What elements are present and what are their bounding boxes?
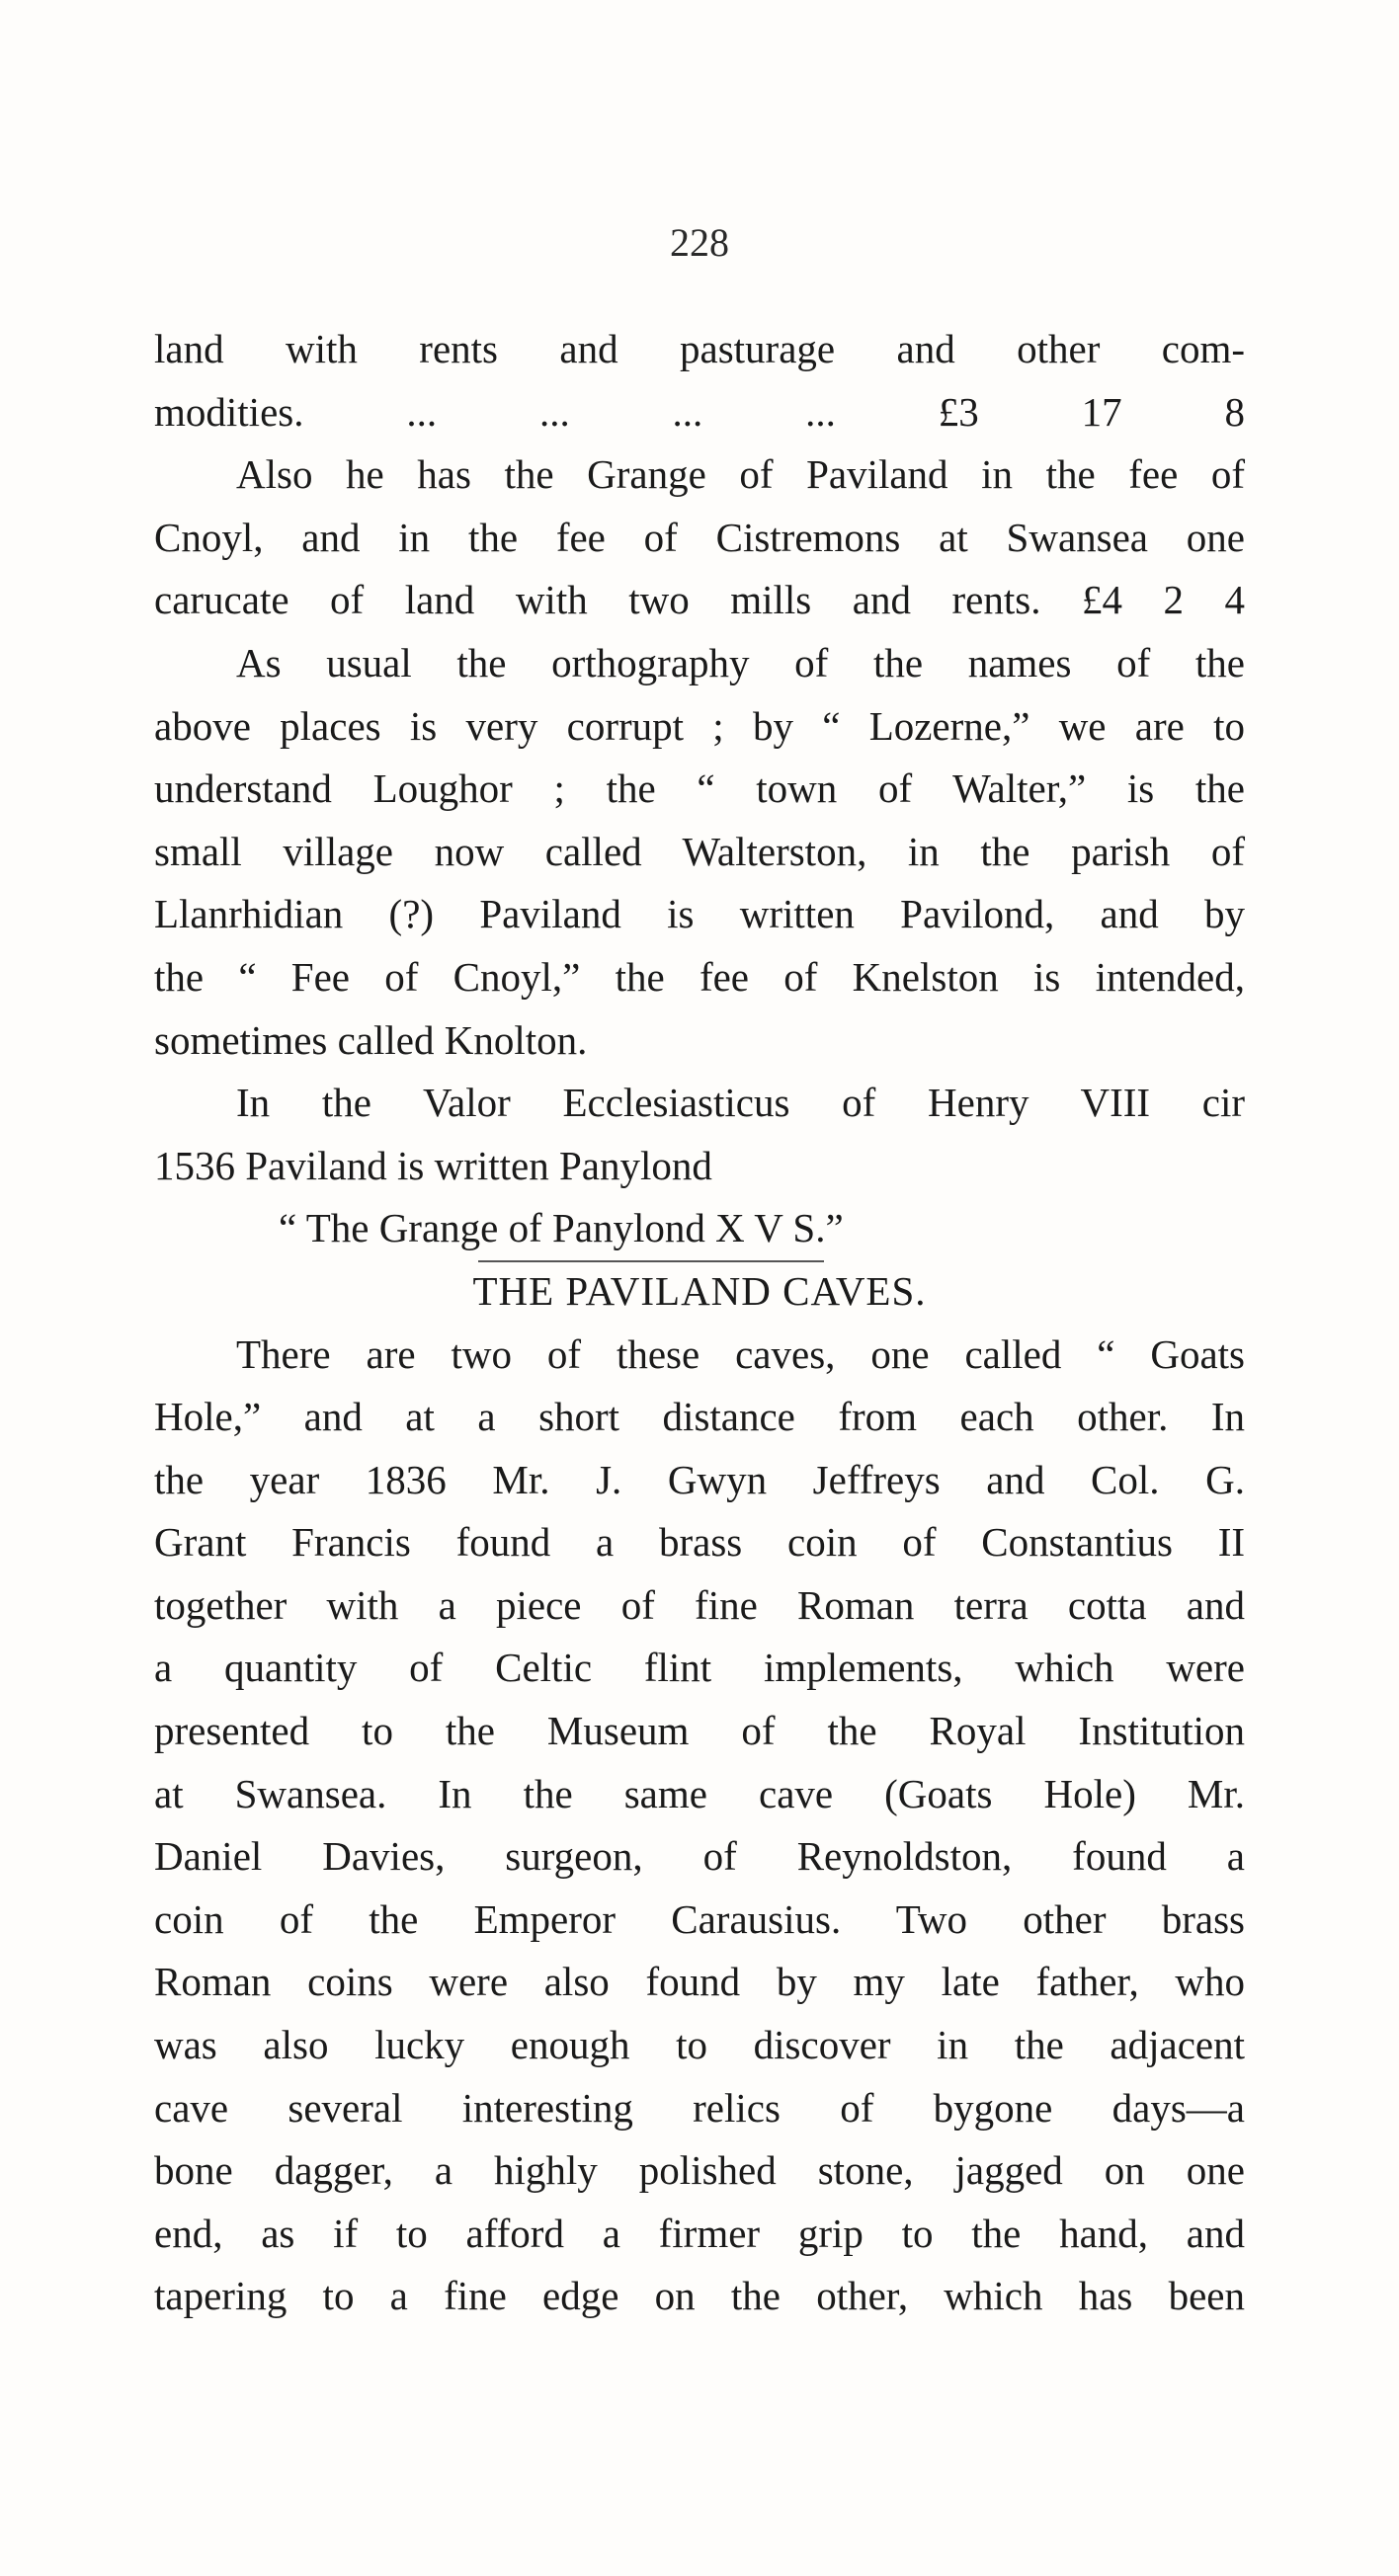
heading-overline <box>478 1260 824 1262</box>
text-line: 1536 Paviland is written Panylond <box>154 1142 712 1188</box>
text-line: cave several interesting relics of bygone days—a <box>154 2084 1245 2131</box>
text-line: sometimes called Knolton. <box>154 1016 588 1063</box>
quotation-line: “ The Grange of Panylond X V S.” <box>279 1205 844 1251</box>
text-line: small village now called Walterston, in the parish of <box>154 828 1245 874</box>
text-line: understand Loughor ; the “ town of Walter,” is the <box>154 765 1245 812</box>
text-line: Roman coins were also found by my late father, who <box>154 1959 1245 2005</box>
text-line: presented to the Museum of the Royal Institution <box>154 1708 1245 1754</box>
text-line: was also lucky enough to discover in the adjacent <box>154 2022 1245 2068</box>
text-line: the “ Fee of Cnoyl,” the fee of Knelston is intended, <box>154 953 1245 1000</box>
text-line: land with rents and pasturage and other com- <box>154 326 1245 371</box>
text-line: the year 1836 Mr. J. Gwyn Jeffreys and Col. G. <box>154 1456 1245 1502</box>
text-line: Hole,” and at a short distance from each other. In <box>154 1394 1245 1440</box>
text-line: Daniel Davies, surgeon, of Reynoldston, found a <box>154 1833 1245 1880</box>
text-line: coin of the Emperor Carausius. Two other brass <box>154 1895 1245 1942</box>
text-line: together with a piece of fine Roman terra cotta and <box>154 1581 1245 1628</box>
text-line: carucate of land with two mills and rents. £4 2 4 <box>154 577 1245 623</box>
text-line: above places is very corrupt ; by “ Lozerne,” we are to <box>154 702 1245 749</box>
text-line: modities. ... ... ... ... £3 17 8 <box>154 388 1245 435</box>
text-line: at Swansea. In the same cave (Goats Hole) Mr. <box>154 1770 1245 1816</box>
text-line: As usual the orthography of the names of the <box>236 639 1245 685</box>
text-line: Llanrhidian (?) Paviland is written Pavilond, and by <box>154 891 1245 937</box>
text-line: Cnoyl, and in the fee of Cistremons at Swansea one <box>154 514 1245 560</box>
text-line: a quantity of Celtic flint implements, which were <box>154 1645 1245 1691</box>
text-line: tapering to a fine edge on the other, which has been <box>154 2273 1245 2319</box>
text-line: In the Valor Ecclesiasticus of Henry VIII cir <box>236 1080 1245 1126</box>
text-line: end, as if to afford a firmer grip to the hand, and <box>154 2210 1245 2256</box>
text-line: bone dagger, a highly polished stone, jagged on one <box>154 2147 1245 2194</box>
text-line: There are two of these caves, one called “ Goats <box>236 1330 1245 1377</box>
text-line: Also he has the Grange of Paviland in the fee of <box>236 451 1245 498</box>
section-heading: THE PAVILAND CAVES. <box>472 1267 927 1314</box>
text-line: Grant Francis found a brass coin of Constantius II <box>154 1519 1245 1566</box>
body-text <box>154 318 1245 2328</box>
page-number: 228 <box>670 220 729 265</box>
